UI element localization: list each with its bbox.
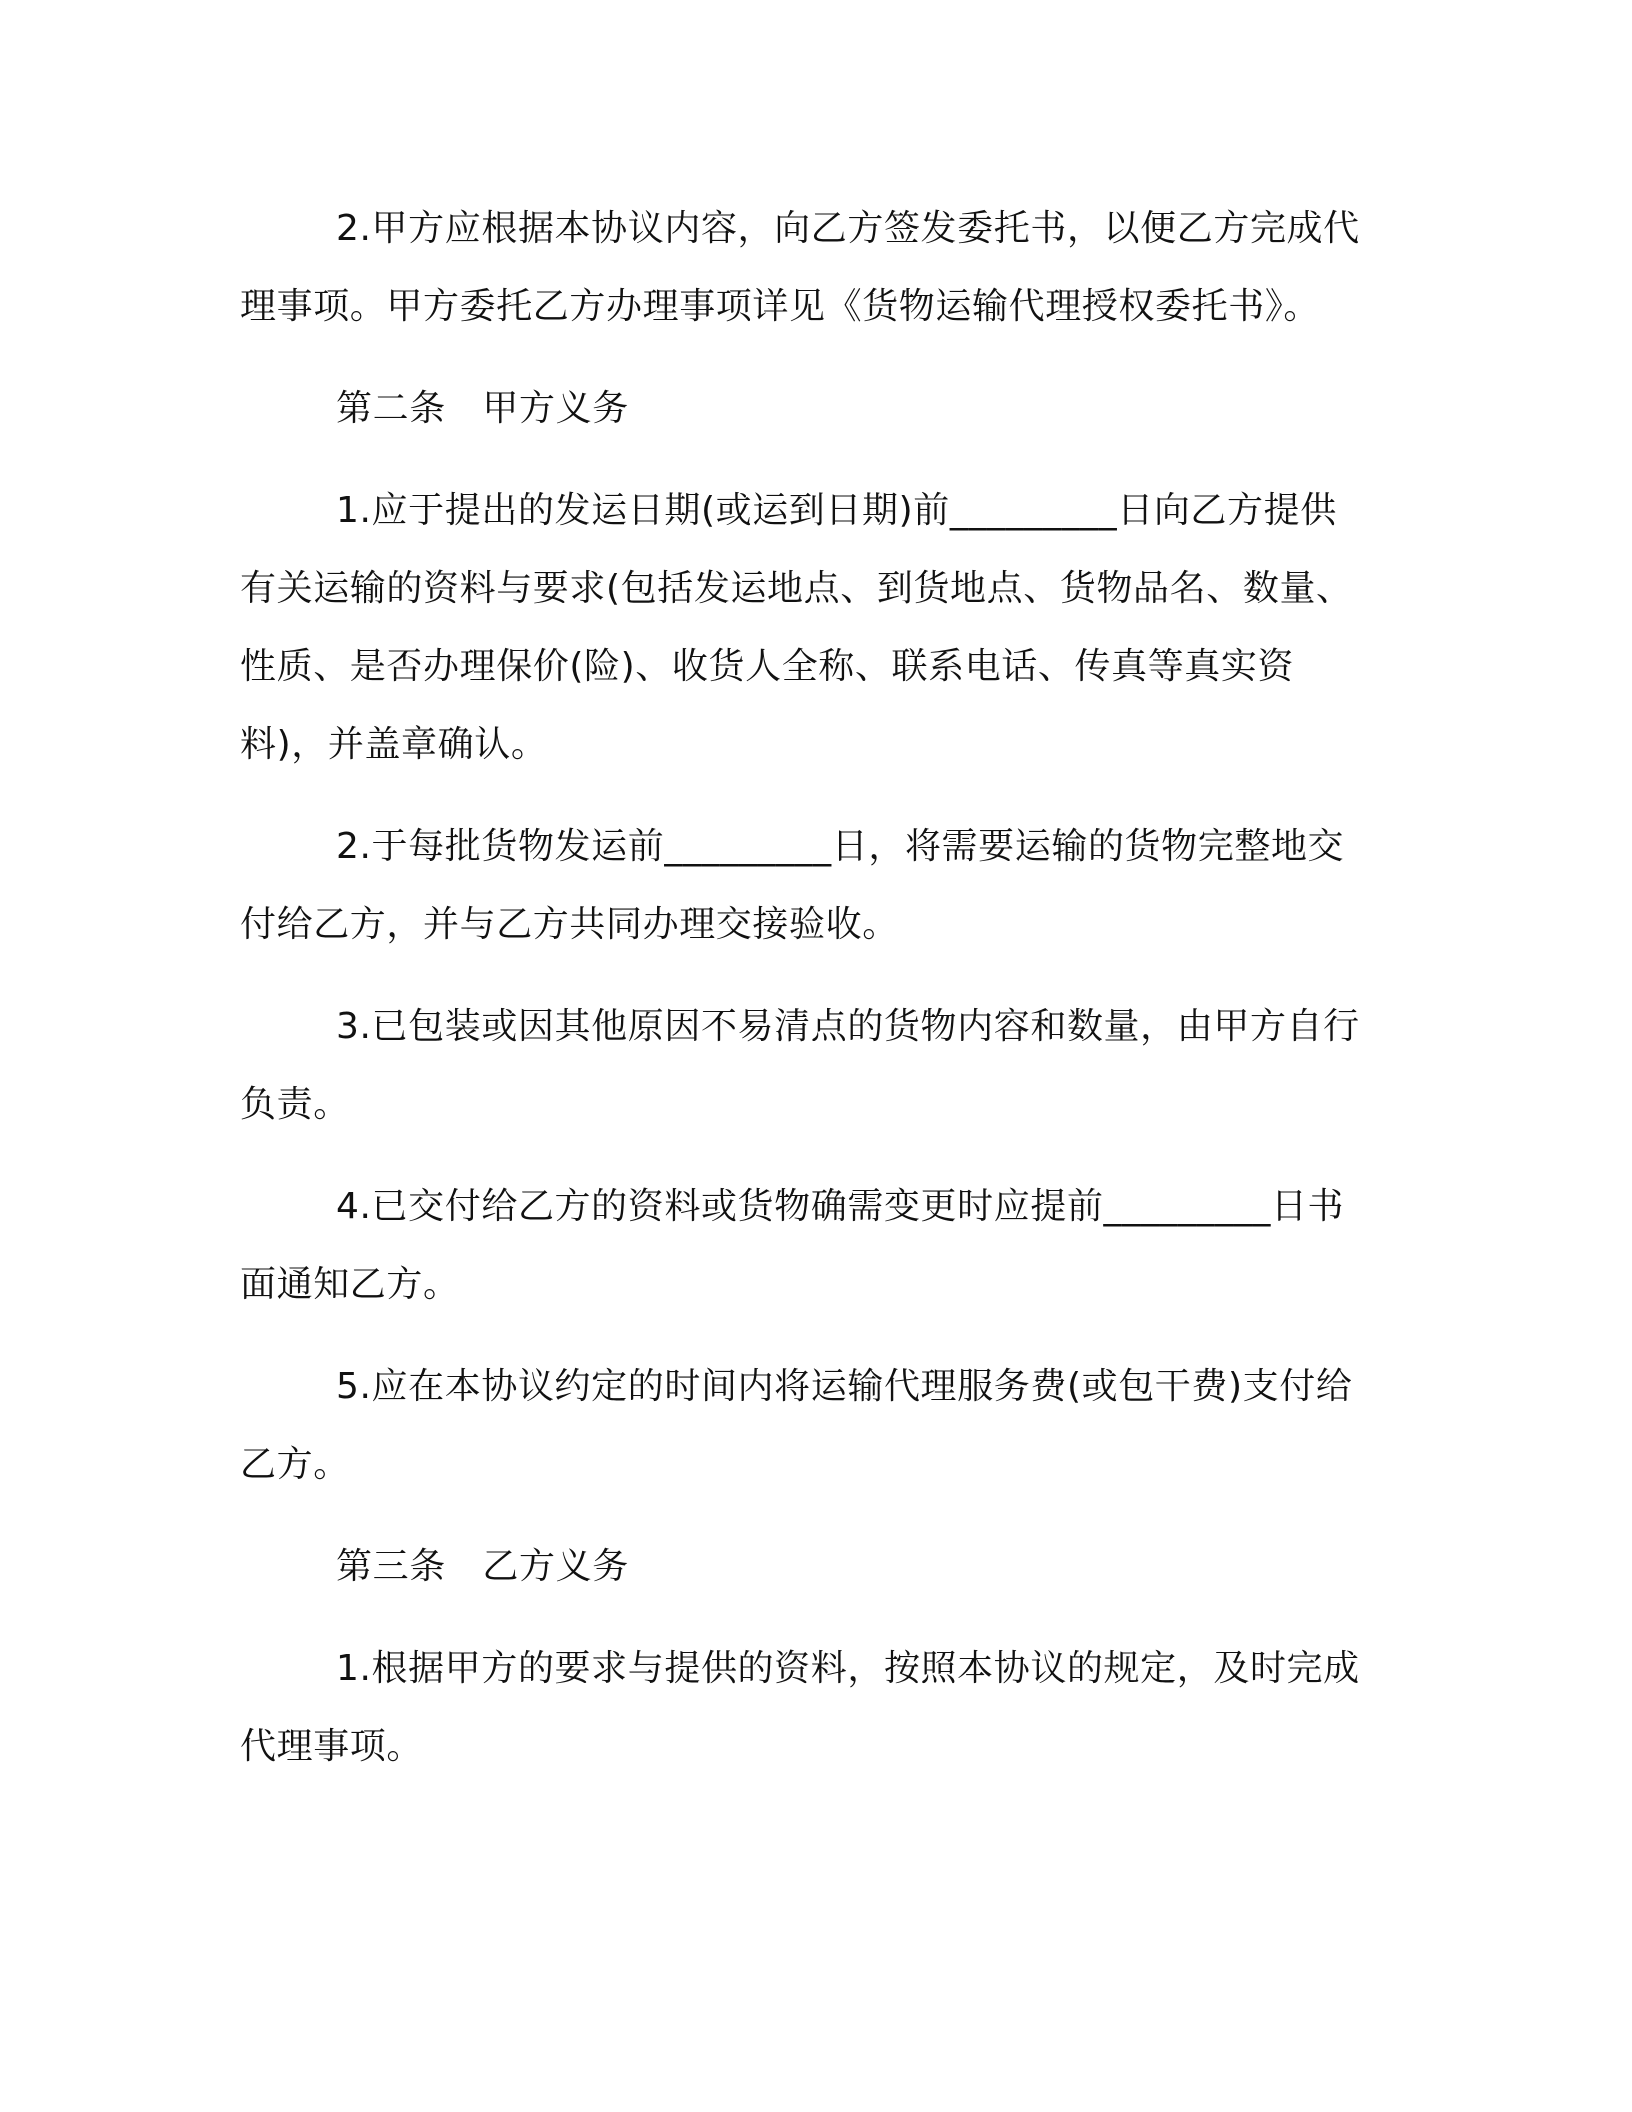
paragraph-a3-item-1: 1.根据甲方的要求与提供的资料，按照本协议的规定，及时完成代理事项。 bbox=[240, 1648, 1360, 1767]
paragraph-a2-item-1: 1.应于提出的发运日期(或运到日期)前_________日向乙方提供有关运输的资料与要求(包括发运地点、到货地点、货物品名、数量、性质、是否办理保价(险)、收货人全称、联系电话、传真等真实资料)，并盖章确认。 bbox=[240, 490, 1353, 765]
heading-article-2: 第二条 甲方义务 bbox=[336, 388, 629, 429]
paragraph-a2-item-2: 2.于每批货物发运前_________日，将需要运输的货物完整地交付给乙方，并与乙方共同办理交接验收。 bbox=[240, 826, 1345, 945]
document-body bbox=[240, 190, 1370, 1810]
paragraph-a2-item-5: 5.应在本协议约定的时间内将运输代理服务费(或包干费)支付给乙方。 bbox=[240, 1366, 1353, 1485]
paragraph-2-entrust-letter: 2.甲方应根据本协议内容，向乙方签发委托书，以便乙方完成代理事项。甲方委托乙方办理事项详见《货物运输代理授权委托书》。 bbox=[240, 208, 1360, 327]
heading-article-3: 第三条 乙方义务 bbox=[336, 1546, 629, 1587]
paragraph-a2-item-4: 4.已交付给乙方的资料或货物确需变更时应提前_________日书面通知乙方。 bbox=[240, 1186, 1345, 1305]
paragraph-a2-item-3: 3.已包装或因其他原因不易清点的货物内容和数量，由甲方自行负责。 bbox=[240, 1006, 1360, 1125]
